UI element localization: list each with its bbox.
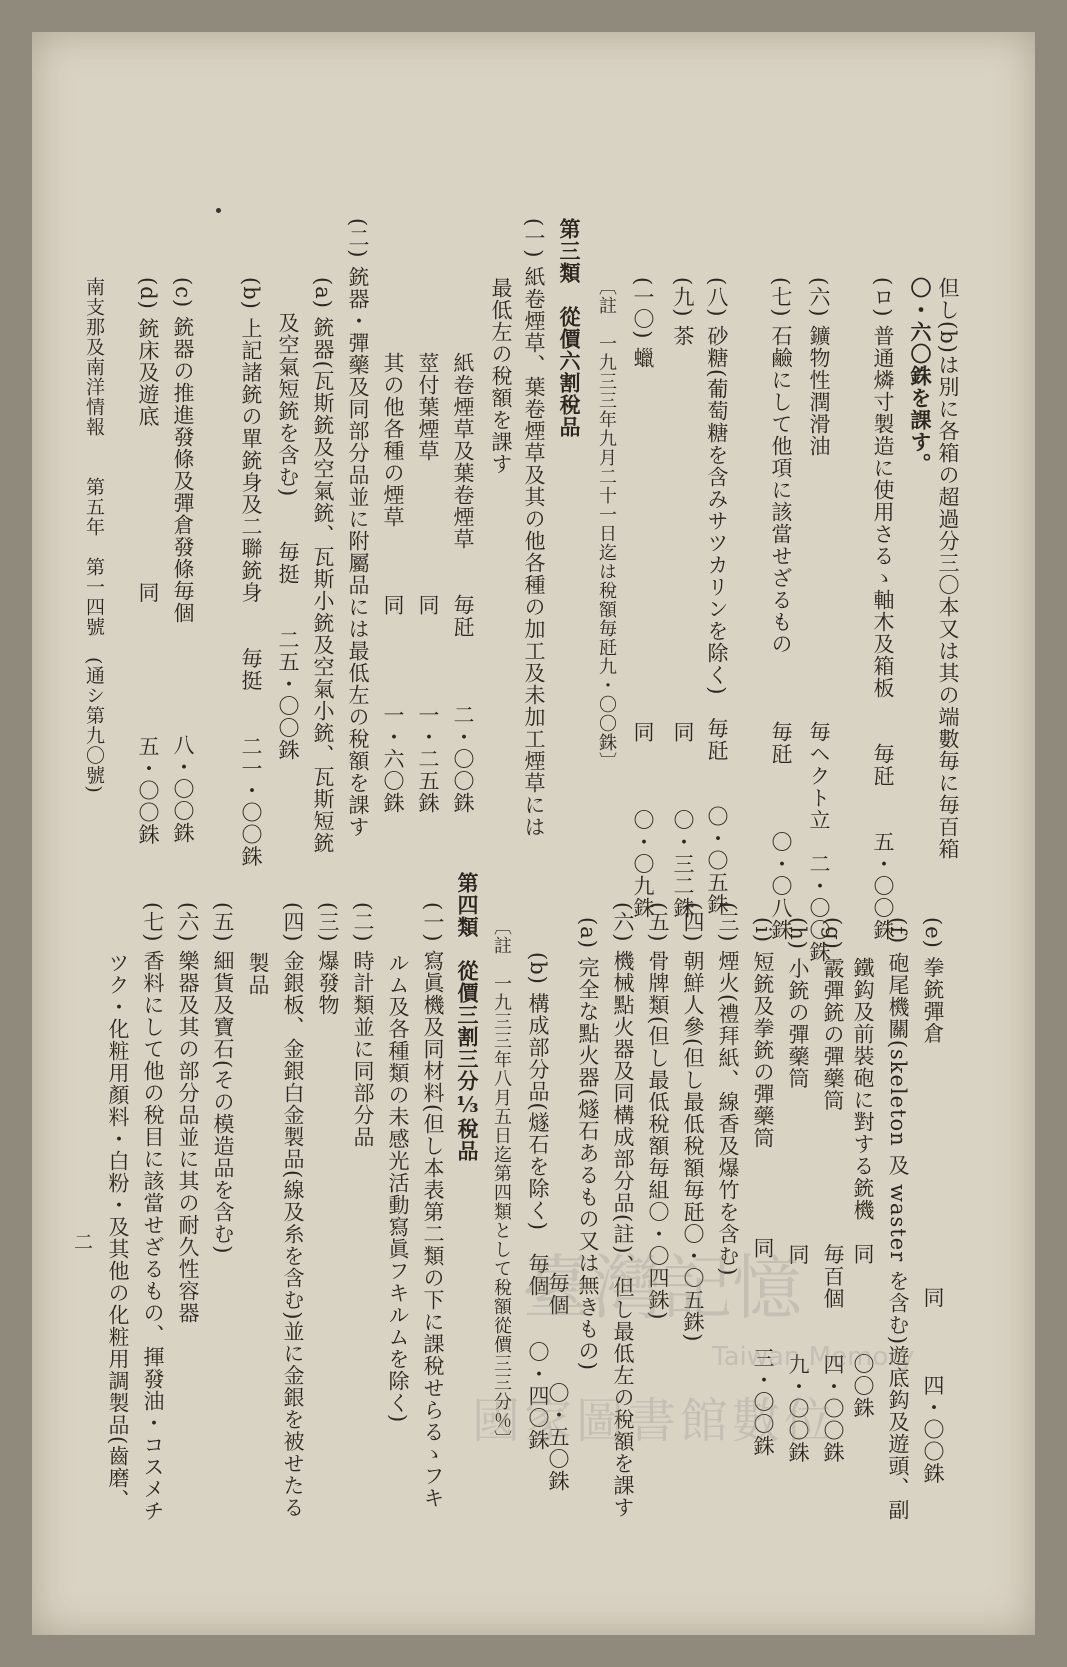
lower-line-10: (六) 機械點火器及同構成部分品(註)、但し最低左の稅額を課す — [611, 902, 635, 1519]
upper-line-5: (七) 石鹼にして他項に該當せざるもの 毎瓩 〇・〇八銖 — [769, 277, 793, 942]
upper-line-3: (ロ) 普通燐寸製造に使用さるゝ軸木及箱板 毎瓩 五・〇〇銖 — [871, 277, 895, 942]
upper-line-2: 〇・六〇銖を課す。 — [908, 277, 933, 475]
lower-line-2: (f) 砲尾機關(skeleton 及 waster を含む)遊底鈎及遊頭、副 — [886, 917, 910, 1522]
lower-line-21: (五) 細貨及寶石(その模造品を含む) — [211, 902, 235, 1255]
upper-line-19: (c) 銃器の推進發條及彈倉發條毎個 八・〇〇銖 — [171, 277, 195, 844]
upper-line-11: 最低左の稅額を課す — [489, 277, 513, 475]
upper-line-13: 莖付葉煙草 同 一・二五銖 — [416, 352, 440, 814]
lower-line-4: (g) 霰彈銃の彈藥筒 毎百個 四・〇〇銖 — [821, 917, 845, 1464]
lower-line-12: 毎個 〇・五〇銖 — [546, 1272, 570, 1492]
upper-line-7: (九) 茶 同 〇・三二銖 — [671, 277, 695, 920]
running-footer: 南支那及南洋情報 第五年 第一四號 (通シ第九〇號) — [83, 277, 105, 794]
lower-line-19: (四) 金銀板、金銀白金製品(線及糸を含む)並に金銀を被せたる — [281, 902, 305, 1519]
lower-line-1: (e) 拳銃彈倉 同 四・〇〇銖 — [921, 917, 945, 1485]
lower-line-13: (b) 構成部分品(燧石を除く) 毎個 〇・四〇銖 — [526, 952, 550, 1451]
section-heading-3: 第三類 從價六割稅品 — [557, 218, 582, 438]
upper-line-4: (六) 鑛物性潤滑油 毎ヘクト立 二・〇〇銖 — [807, 277, 831, 964]
lower-line-18: (三) 爆發物 — [316, 902, 340, 1017]
upper-line-10: (一) 紙卷煙草、葉卷煙草及其の他各種の加工及未加工煙草には — [522, 218, 546, 839]
lower-line-11: (a) 完全な點火器(燧石あるもの又は無きもの) — [576, 917, 600, 1371]
lower-line-20: 製品 — [246, 952, 270, 996]
upper-line-1: 但し(b)は別に各箱の超過分三〇本又は其の端數毎に毎百箱 — [936, 277, 960, 860]
lower-line-3: 鐵鈎及前裝砲に對する銃機 同 〇〇銖 — [851, 957, 875, 1419]
lower-line-23: (七) 香料にして他の稅目に該當せざるもの、揮發油・コスメチ — [141, 902, 165, 1523]
lower-line-5: (h) 小銃の彈藥筒 同 九・〇〇銖 — [786, 917, 810, 1464]
lower-line-22: (六) 樂器及其の部分品並に其の耐久性容器 — [176, 902, 200, 1325]
watermark-library: 國家圖書館數位 — [472, 1393, 837, 1449]
upper-line-20: (d) 銃床及遊底 同 五・〇〇銖 — [136, 277, 160, 846]
upper-line-8: (一〇) 蠟 同 〇・〇九銖 — [631, 277, 655, 920]
lower-line-24: ツク・化粧用顏料・白粉・及其他の化粧用調製品(齒磨、 — [106, 952, 130, 1512]
upper-line-6: (八) 砂糖(葡萄糖を含みサツカリンを除く) 毎瓩 〇・〇五銖 — [705, 277, 729, 916]
upper-line-14: 其の他各種の煙草 同 一・六〇銖 — [381, 352, 405, 814]
upper-line-12: 紙卷煙草及葉卷煙草 毎瓩 二・〇〇銖 — [451, 352, 475, 814]
document-page — [32, 32, 1035, 1635]
ink-dot — [216, 208, 221, 213]
lower-line-7: (三) 煙火(禮拜紙、線香及爆竹を含む) — [716, 902, 740, 1277]
upper-line-18: (b) 上記諸銃の單銃身及二聯銃身 毎挺 二一・〇〇銖 — [239, 277, 263, 868]
upper-line-17: 及空氣短銃を含む) 毎挺 二五・〇〇銖 — [276, 312, 300, 762]
upper-line-16: (a) 銃器(瓦斯銃及空氣銃、瓦斯小銃及空氣小銃、瓦斯短銃 — [311, 277, 335, 854]
lower-line-9: (五) 骨牌類(但し最低稅額毎組〇・〇四銖) — [646, 902, 670, 1321]
upper-note: 〔註 一九三三年九月二十一日迄は稅額毎瓩九・〇〇銖〕 — [596, 277, 617, 771]
lower-line-15: (一) 寫眞機及同材料(但し本表第二類の下に課稅せらるゝフキ — [421, 902, 445, 1510]
lower-line-6: (i) 短銃及拳銃の彈藥筒 同 三・〇〇銖 — [751, 917, 775, 1457]
lower-line-17: (二) 時計類並に同部分品 — [351, 902, 375, 1149]
section-heading-4: 第四類 從價三割三分⅓稅品 — [455, 872, 480, 1162]
lower-line-8: (四) 朝鮮人參(但し最低稅額毎瓩〇・〇五銖) — [681, 902, 705, 1343]
lower-note: 〔註 一九三三年八月五日迄第四類として稅額從價三三分％〕 — [491, 917, 512, 1449]
lower-line-16: ルム及各種類の未感光活動寫眞フキルムを除く) — [386, 952, 410, 1424]
watermark-english: Taiwan Memory — [712, 1342, 915, 1372]
page-number: 二 — [71, 1232, 93, 1252]
watermark-calligraphy: 臺灣記憶 — [522, 1247, 802, 1329]
upper-line-15: (二) 銃器・彈藥及同部分品並に附屬品には最低左の稅額を課す — [346, 218, 370, 839]
